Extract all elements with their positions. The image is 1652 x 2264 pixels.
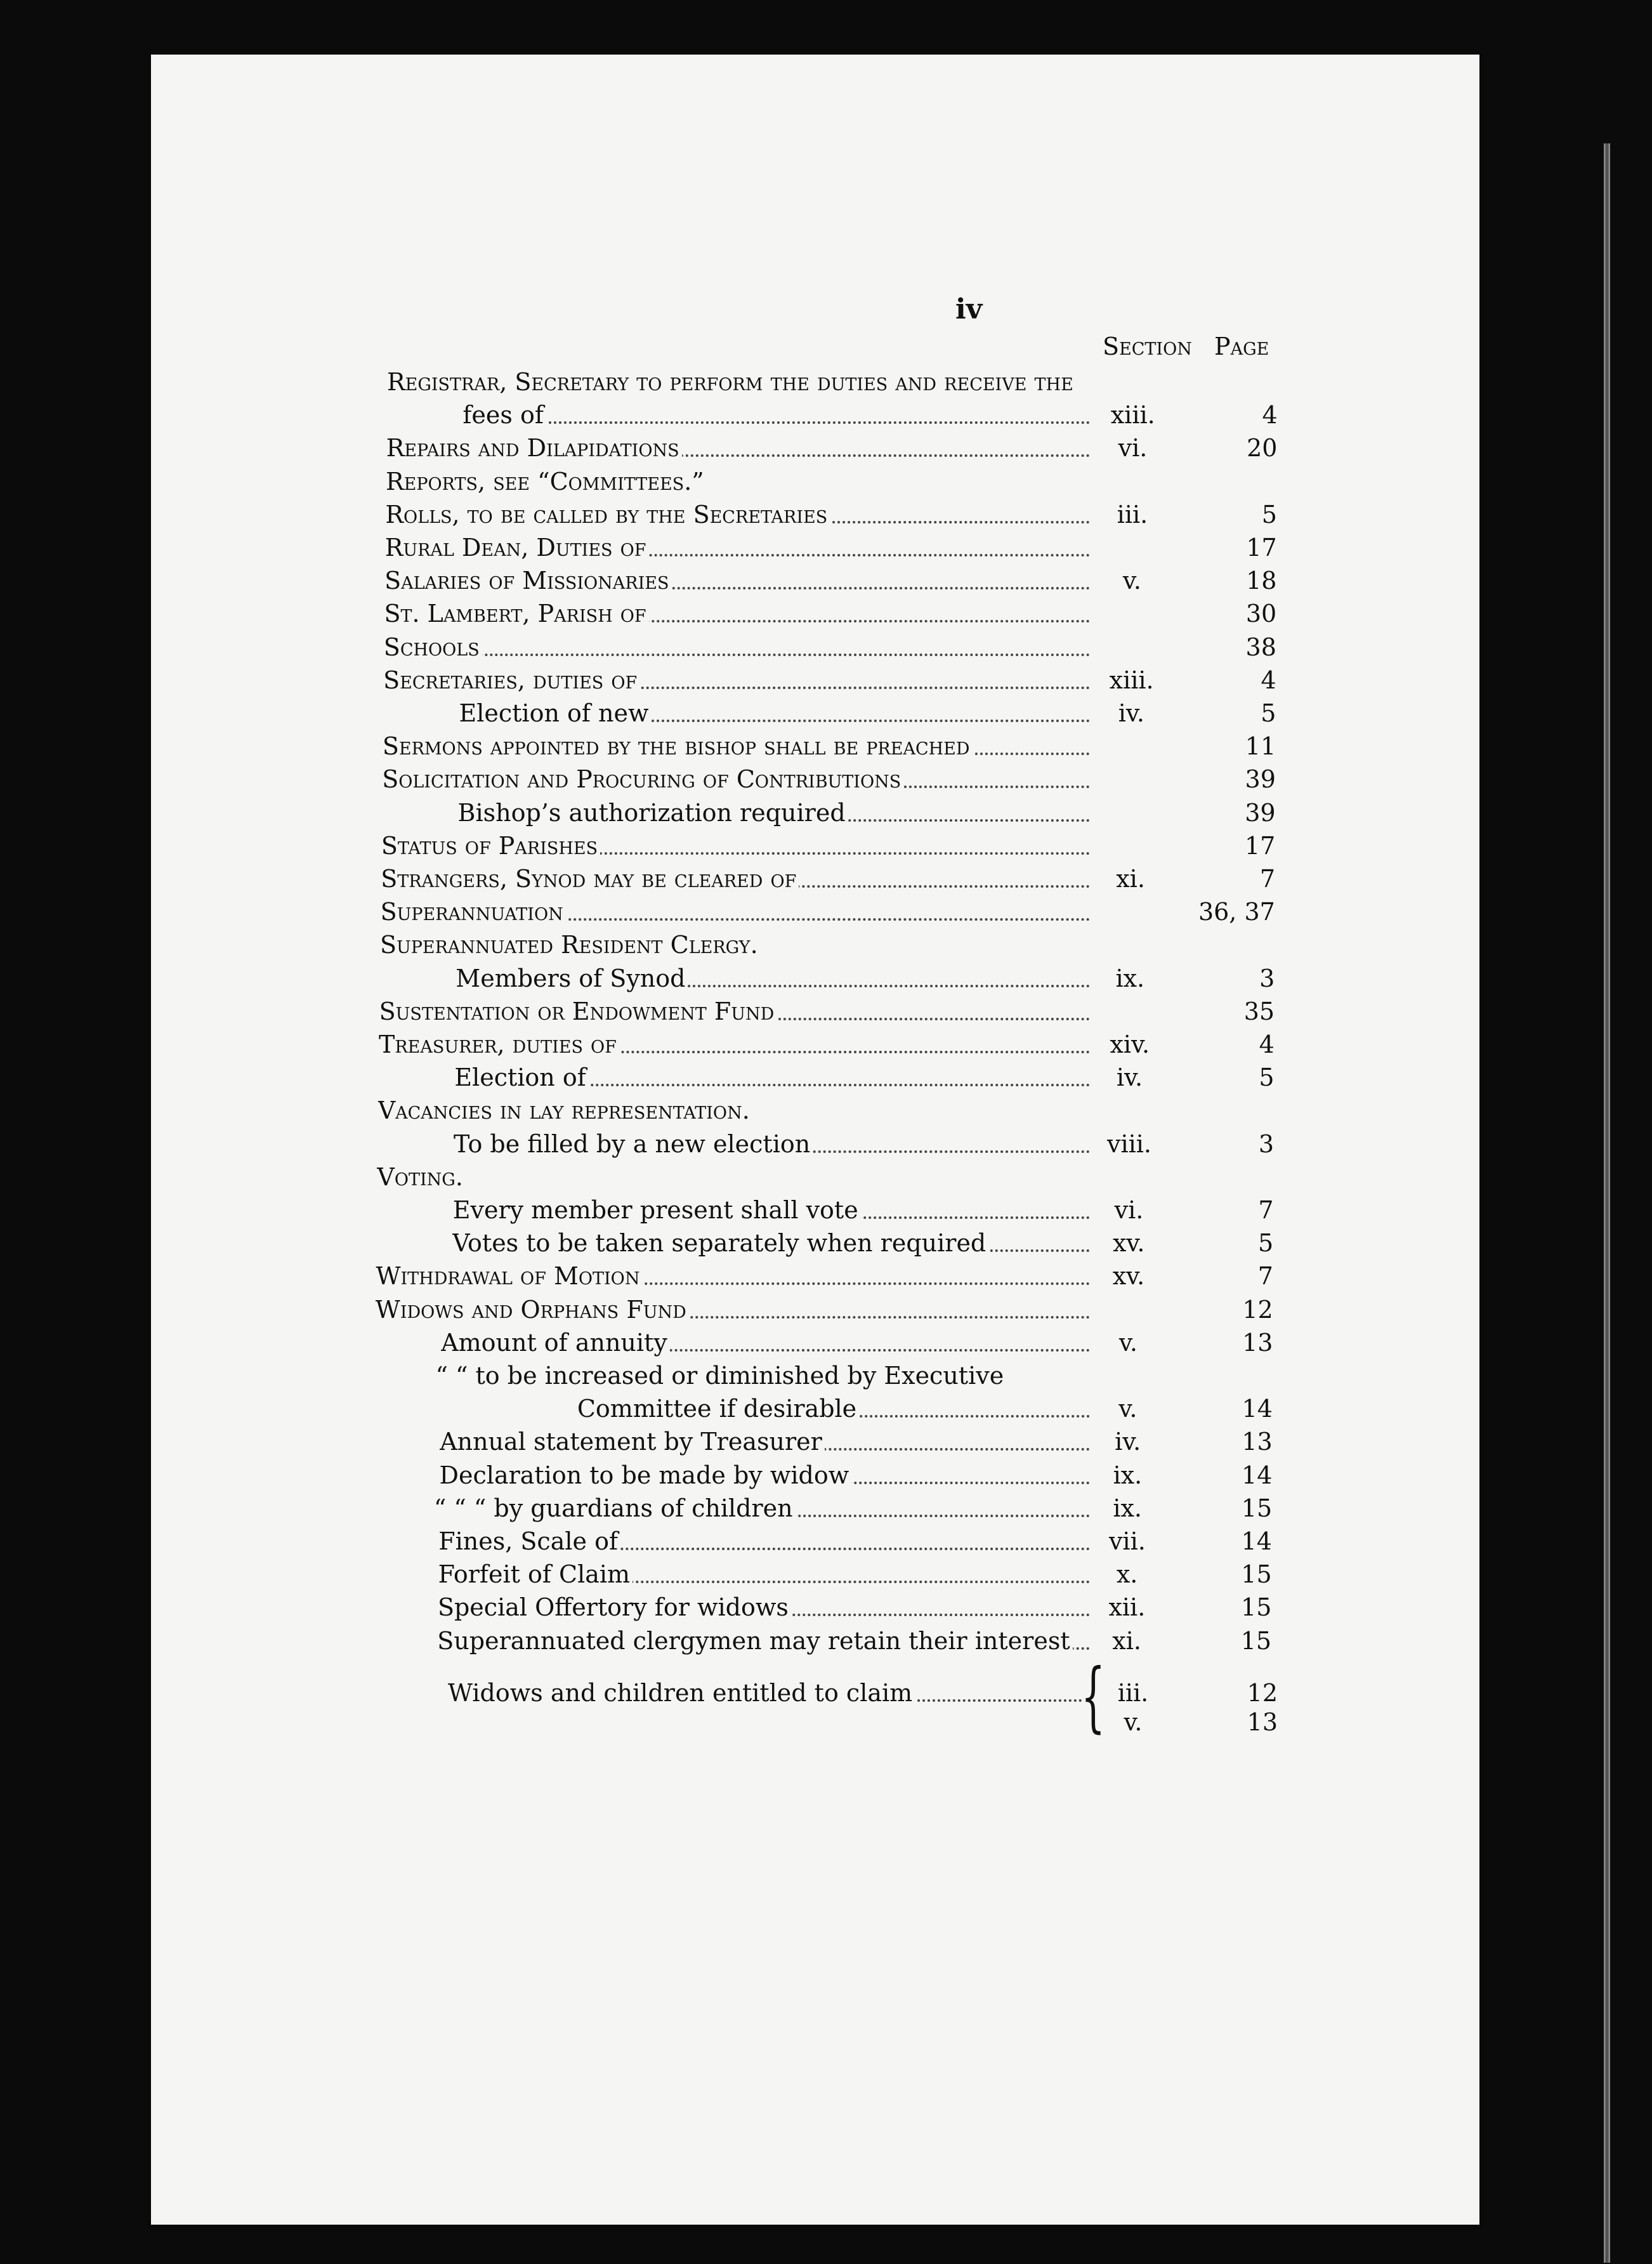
index-entry [151,1359,1479,1392]
entry-term [382,763,1090,796]
entry-term-text: Superannuation [381,898,566,926]
entry-term-text: Forfeit of Claim [438,1560,633,1588]
index-entry [151,730,1479,763]
entry-page: 20 [1247,434,1278,463]
entry-term [438,1525,1090,1558]
entry-term [380,928,1332,961]
entry-section: xii. [1108,1593,1146,1622]
entry-term [440,1459,1090,1492]
entry-page: 5 [1259,1063,1275,1092]
entry-page: 39 [1245,798,1276,827]
entry-section: iv. [1118,699,1144,727]
entry-term [453,1194,1090,1227]
index-entry [151,928,1479,961]
index-entry [151,431,1479,464]
index-entry [151,564,1479,597]
index-entry-last [151,1652,1479,1741]
entry-page: 3 [1258,1129,1275,1158]
index-entry [151,398,1479,431]
entry-term-text: fees of [462,401,546,429]
entry-term-text: Rural Dean, Duties of [385,534,649,562]
entry-term-text: Committee if desirable [577,1395,859,1423]
entry-term-text: Declaration to be made by widow [440,1461,852,1489]
entry-term [383,664,1090,697]
entry-term [386,431,1090,464]
entry-term-text: Voting. [377,1163,466,1191]
entry-term-text: Registrar, Secretary to perform the duties and receive the [387,368,1076,396]
entry-term [456,962,1090,995]
entry-term [381,862,1090,895]
entry-section: ix. [1113,1461,1143,1489]
entry-term-text: Members of Synod [456,964,688,992]
entry-term-text: Annual statement by Treasurer [440,1428,825,1456]
entry-term [377,1161,1328,1194]
index-entry [151,1094,1479,1127]
index-entry [151,1227,1479,1260]
index-entry [151,1260,1479,1293]
index-entry [151,697,1479,730]
entry-page: 5 [1261,699,1276,727]
entry-term-text: Every member present shall vote [453,1196,861,1224]
entry-page: 14 [1242,1395,1273,1423]
index-entry [151,796,1479,829]
index-entry [151,962,1479,995]
entry-term [387,365,1339,398]
entry-page: 12 [1247,1678,1278,1707]
entry-section: ix. [1113,1494,1142,1522]
entry-term [381,895,1090,928]
entry-section: iii. [1117,1678,1149,1707]
index-entry [151,1591,1479,1624]
index-entry [151,664,1479,697]
entry-term-text: Solicitation and Procuring of Contributions [382,765,903,793]
index-entry [151,829,1479,862]
entry-page: 4 [1261,666,1276,694]
page-number: iv [955,293,983,326]
entry-term-text: Sustentation or Endowment Fund [379,997,777,1025]
entry-section: xiii. [1110,401,1155,430]
entry-term [384,631,1090,664]
entry-term-text: Superannuated Resident Clergy. [380,931,761,959]
entry-page: 36, 37 [1198,898,1275,926]
entry-term-text: Widows and children entitled to claim [448,1679,915,1707]
entry-term-text: Withdrawal of Motion [376,1262,642,1290]
entry-term-text: “ “ to be increased or diminished by Executive [436,1362,1007,1390]
index-entry [151,1161,1479,1194]
index-entry [151,1459,1479,1492]
entry-term-text: Vacancies in lay representation. [378,1096,752,1124]
index-entry [151,1392,1479,1425]
entry-term [462,398,1090,431]
index-entry [151,895,1479,928]
entry-page: 4 [1259,1030,1275,1058]
entry-term-text: Votes to be taken separately when required [452,1229,988,1257]
index-entry [151,1525,1479,1558]
entry-page: 7 [1257,1262,1273,1291]
entry-term-text: Schools [384,633,482,661]
entry-page: 15 [1241,1494,1273,1522]
index-entry [151,1558,1479,1591]
entry-term-text: Strangers, Synod may be cleared of [381,865,799,893]
entry-section: xiii. [1109,666,1154,694]
entry-page: 38 [1245,633,1276,661]
entry-term-text: Rolls, to be called by the Secretaries [385,501,830,529]
entry-term [448,1676,1082,1709]
entry-term [577,1392,1090,1425]
entry-section: xv. [1113,1229,1145,1258]
entry-page: 39 [1245,765,1276,794]
entry-term [376,1293,1090,1326]
entry-section: iii. [1117,500,1148,529]
entry-term [458,796,1090,829]
entry-term-text: Sermons appointed by the bishop shall be preached [383,732,973,760]
entry-section: x. [1116,1560,1138,1589]
index-entry [151,631,1479,664]
entry-page: 17 [1245,831,1276,860]
entry-page: 15 [1241,1593,1272,1622]
entry-page: 15 [1240,1626,1272,1655]
index-entry [151,1061,1479,1094]
entry-page: 18 [1246,567,1277,595]
entry-term-text: Widows and Orphans Fund [376,1296,689,1324]
entry-term-text: Amount of annuity [441,1329,670,1357]
index-entry [151,1194,1479,1227]
entry-term [441,1326,1090,1359]
entry-section: xi. [1116,865,1145,893]
entry-page: 5 [1261,500,1277,529]
entry-term [459,697,1091,730]
brace-mark: { [1081,1652,1106,1741]
entry-term [385,531,1090,564]
section-column-header: Section [1103,332,1192,360]
index-entry [151,597,1479,630]
entry-page: 15 [1241,1560,1272,1589]
index-entry [151,1128,1479,1161]
index-entry [151,1028,1479,1061]
entry-term [384,564,1090,597]
index-entry [151,1293,1479,1326]
entry-term-text: Secretaries, duties of [383,666,639,694]
entry-page: 14 [1241,1527,1272,1555]
entry-term [379,1028,1090,1061]
index-entries [151,55,1479,2225]
entry-term-text: Special Offertory for widows [438,1593,791,1621]
entry-page: 4 [1262,401,1278,430]
entry-term [378,1094,1330,1127]
entry-page: 35 [1243,997,1275,1025]
entry-term-text: Bishop’s authorization required [458,799,848,827]
entry-term [436,1359,1387,1392]
entry-term-text: Status of Parishes [381,832,600,860]
entry-term [379,995,1090,1028]
entry-term-text: Treasurer, duties of [379,1030,619,1058]
entry-term-text: Superannuated clergymen may retain their interest [437,1627,1072,1655]
entry-section: v. [1118,1395,1137,1423]
entry-section: xv. [1112,1262,1145,1291]
entry-term-text: Salaries of Missionaries [384,567,671,595]
entry-term-text: Fines, Scale of [438,1527,620,1555]
entry-section: iv. [1115,1428,1141,1456]
entry-term-text: To be filled by a new election [454,1130,813,1158]
entry-term-text: Reports, see “Committees.” [386,468,707,496]
entry-page: 13 [1247,1708,1278,1736]
index-entry [151,1425,1479,1458]
page-column-header: Page [1214,332,1269,360]
index-entry [151,1492,1479,1525]
entry-term [452,1227,1090,1260]
entry-term [381,829,1090,862]
entry-term [384,597,1090,630]
entry-term-text: St. Lambert, Parish of [384,600,648,628]
entry-page: 13 [1242,1328,1273,1357]
entry-section: xi. [1112,1626,1141,1655]
entry-section: v. [1124,1708,1143,1736]
entry-term [454,1061,1090,1094]
entry-section: v. [1118,1328,1137,1357]
entry-page: 7 [1258,1196,1274,1224]
entry-term-text: Election of new [459,699,652,727]
index-entry [151,995,1479,1028]
entry-section: v. [1122,567,1141,595]
document-page [151,55,1479,2225]
index-entry [151,1326,1479,1359]
index-entry [151,1624,1479,1657]
entry-term [434,1492,1090,1525]
entry-page: 30 [1245,600,1277,628]
entry-term [454,1128,1090,1161]
entry-term [376,1260,1090,1293]
index-entry [151,862,1479,895]
entry-section: ix. [1115,964,1145,992]
entry-page: 13 [1242,1428,1273,1456]
entry-term [385,498,1090,531]
entry-term [438,1558,1090,1591]
entry-section: vii. [1108,1527,1146,1555]
entry-page: 5 [1258,1229,1274,1258]
index-entry [151,763,1479,796]
entry-term [383,730,1090,763]
index-entry [151,365,1479,398]
entry-page: 17 [1246,534,1277,562]
entry-page: 14 [1242,1461,1273,1489]
entry-section: vi. [1118,434,1148,463]
entry-page: 12 [1242,1295,1273,1324]
entry-page: 3 [1259,964,1275,992]
entry-page: 7 [1259,865,1276,893]
entry-section: viii. [1107,1129,1152,1158]
entry-section: xiv. [1110,1030,1150,1058]
entry-term [386,465,1337,498]
entry-page: 11 [1245,732,1276,761]
entry-section: iv. [1116,1063,1143,1092]
index-entry [151,531,1479,564]
entry-section: vi. [1114,1196,1144,1224]
entry-term-text: Election of [454,1063,588,1091]
entry-term [440,1425,1090,1458]
index-entry [151,465,1479,498]
entry-term-text: Repairs and Dilapidations [386,434,682,462]
entry-term [438,1591,1090,1624]
index-entry [151,498,1479,531]
entry-term-text: “ “ “ by guardians of children [434,1494,796,1522]
page-fold-shadow [1604,143,1610,2263]
entry-term [437,1624,1090,1657]
